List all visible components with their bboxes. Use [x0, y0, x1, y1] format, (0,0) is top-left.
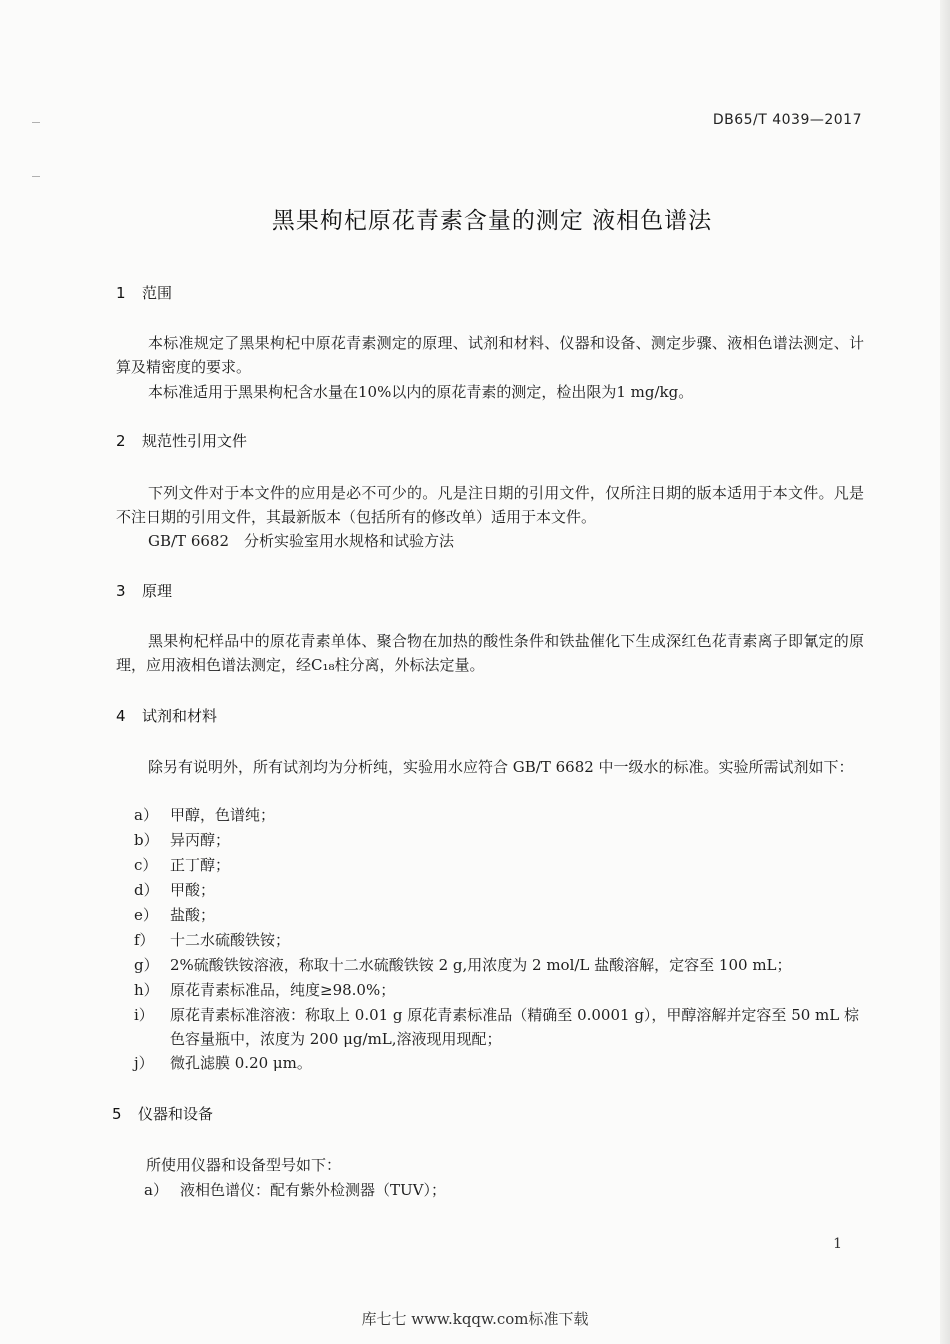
section-title: 原理 — [142, 582, 173, 600]
scan-mark — [32, 176, 40, 177]
list-text: 甲醇，色谱纯； — [170, 806, 276, 824]
section-title: 范围 — [142, 284, 173, 302]
paragraph: 黑果枸杞样品中的原花青素单体、聚合物在加热的酸性条件和铁盐催化下生成深红色花青素离子即氰定的原理，应用液相色谱法测定，经C₁₈柱分离，外标法定量。 — [116, 632, 864, 674]
paragraph: 所使用仪器和设备型号如下： — [146, 1156, 342, 1174]
section-heading — [112, 1103, 213, 1124]
section-heading — [116, 580, 172, 601]
list-text: 微孔滤膜 0.20 μm。 — [170, 1054, 312, 1072]
list-marker: d） — [134, 881, 159, 899]
list-text: 正丁醇； — [170, 856, 231, 874]
scan-mark — [32, 122, 40, 123]
list-marker: h） — [134, 981, 159, 999]
list-item — [134, 903, 864, 927]
section-number: 5 — [112, 1105, 122, 1123]
list-marker: c） — [134, 856, 158, 874]
list-text: 2%硫酸铁铵溶液，称取十二水硫酸铁铵 2 g,用浓度为 2 mol/L 盐酸溶解，定容至 100 mL； — [170, 956, 792, 974]
list-item — [134, 1051, 864, 1075]
list-marker: i） — [134, 1006, 154, 1024]
section-number: 4 — [116, 707, 126, 725]
list-text: 甲酸； — [170, 881, 216, 899]
list-marker: b） — [134, 831, 159, 849]
list-marker: e） — [134, 906, 158, 924]
paragraph: 除另有说明外，所有试剂均为分析纯，实验用水应符合 GB/T 6682 中一级水的标准。实验所需试剂如下： — [148, 758, 854, 776]
section-number: 1 — [116, 284, 126, 302]
section-heading — [116, 430, 247, 451]
list-marker: a） — [134, 806, 158, 824]
list-item — [134, 878, 864, 902]
list-item — [134, 953, 864, 977]
page-number: 1 — [833, 1236, 842, 1252]
list-item — [144, 1178, 874, 1202]
list-item — [134, 978, 864, 1002]
document-title: 黑果枸杞原花青素含量的测定 液相色谱法 — [271, 208, 713, 234]
list-text: 原花青素标准溶液：称取上 0.01 g 原花青素标准品（精确至 0.0001 g），甲醇溶解并定容至 50 mL 棕色容量瓶中，浓度为 200 μg/mL,溶液现用现配； — [170, 1006, 860, 1048]
list-text: 盐酸； — [170, 906, 216, 924]
section-number: 2 — [116, 432, 126, 450]
list-item — [134, 803, 864, 827]
document-code: DB65/T 4039—2017 — [712, 112, 862, 128]
list-text: 异丙醇； — [170, 831, 231, 849]
section-number: 3 — [116, 582, 126, 600]
list-item — [134, 828, 864, 852]
list-marker: a） — [144, 1181, 168, 1199]
paragraph: 下列文件对于本文件的应用是必不可少的。凡是注日期的引用文件，仅所注日期的版本适用于本文件。凡是不注日期的引用文件，其最新版本（包括所有的修改单）适用于本文件。 — [116, 484, 864, 526]
list-item — [134, 928, 864, 952]
section-title: 规范性引用文件 — [142, 432, 248, 450]
paragraph: 本标准规定了黑果枸杞中原花青素测定的原理、试剂和材料、仪器和设备、测定步骤、液相色谱法测定、计算及精密度的要求。 — [116, 334, 864, 376]
list-marker: f） — [134, 931, 155, 949]
paragraph: 本标准适用于黑果枸杞含水量在10%以内的原花青素的测定，检出限为1 mg/kg。 — [148, 383, 694, 401]
section-title: 试剂和材料 — [142, 707, 218, 725]
list-text: 液相色谱仪：配有紫外检测器（TUV）； — [180, 1181, 446, 1199]
list-marker: j） — [134, 1054, 154, 1072]
section-title: 仪器和设备 — [138, 1105, 214, 1123]
section-heading — [116, 282, 172, 303]
list-text: 十二水硫酸铁铵； — [170, 931, 291, 949]
section-heading — [116, 705, 217, 726]
list-item — [134, 1003, 864, 1051]
normative-reference: GB/T 6682 分析实验室用水规格和试验方法 — [148, 532, 455, 550]
list-text: 原花青素标准品，纯度≥98.0%； — [170, 981, 396, 999]
list-marker: g） — [134, 956, 159, 974]
footer-watermark: 库七七 www.kqqw.com标准下载 — [361, 1310, 589, 1328]
list-item — [134, 853, 864, 877]
